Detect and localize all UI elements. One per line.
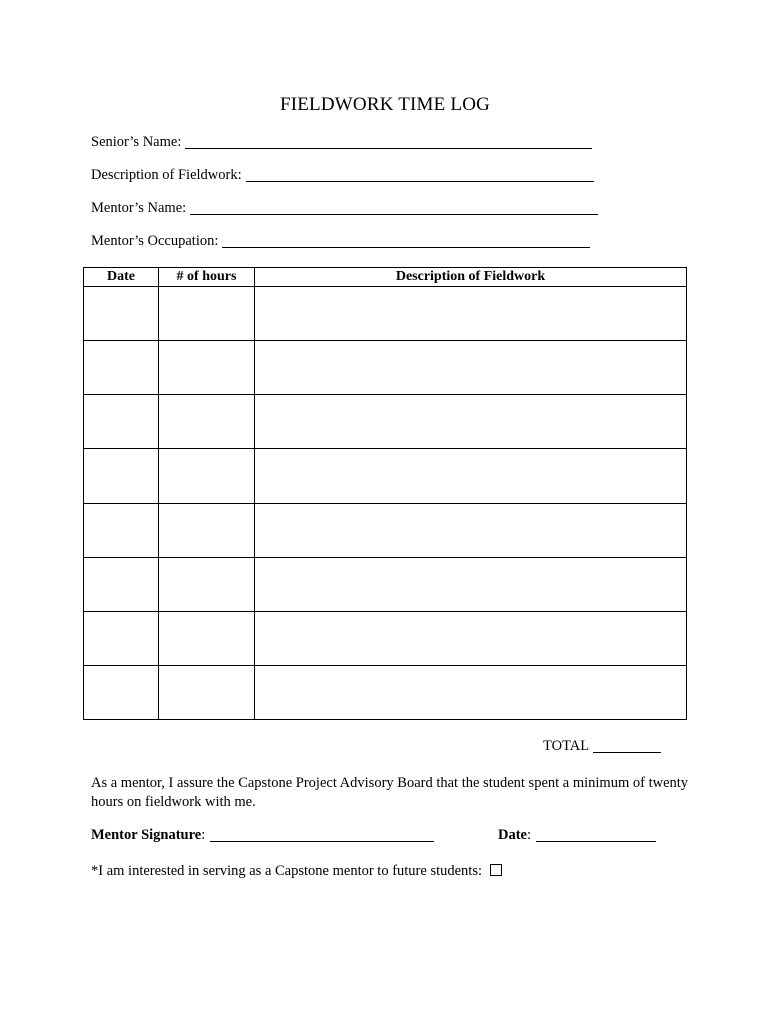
- hours-cell[interactable]: [159, 665, 255, 719]
- date-cell[interactable]: [84, 611, 159, 665]
- header-description: Description of Fieldwork: [255, 268, 687, 287]
- header-date: Date: [84, 268, 159, 287]
- fieldwork-description-row: [91, 167, 594, 184]
- fieldwork-description-field[interactable]: [246, 167, 594, 182]
- senior-name-field[interactable]: [185, 134, 592, 149]
- total-label: TOTAL: [543, 738, 590, 754]
- mentor-occupation-field[interactable]: [222, 233, 590, 248]
- mentor-signature-colon: :: [201, 827, 206, 843]
- date-cell[interactable]: [84, 557, 159, 611]
- mentor-name-label: Mentor’s Name:: [91, 200, 187, 216]
- header-hours: # of hours: [159, 268, 255, 287]
- mentor-signature-field[interactable]: [210, 827, 434, 842]
- hours-cell[interactable]: [159, 503, 255, 557]
- mentor-occupation-label: Mentor’s Occupation:: [91, 233, 219, 249]
- mentor-signature-label: Mentor Signature: [91, 827, 202, 843]
- hours-cell[interactable]: [159, 557, 255, 611]
- date-cell[interactable]: [84, 287, 159, 341]
- mentor-interest-checkbox[interactable]: [490, 864, 502, 876]
- total-row: [543, 738, 661, 755]
- date-cell[interactable]: [84, 341, 159, 395]
- description-cell[interactable]: [255, 449, 687, 503]
- description-cell[interactable]: [255, 665, 687, 719]
- description-cell[interactable]: [255, 503, 687, 557]
- description-cell[interactable]: [255, 557, 687, 611]
- fieldwork-log-table: [83, 267, 687, 720]
- mentor-name-field[interactable]: [190, 200, 598, 215]
- senior-name-label: Senior’s Name:: [91, 134, 182, 150]
- hours-cell[interactable]: [159, 611, 255, 665]
- date-cell[interactable]: [84, 503, 159, 557]
- signature-date-field[interactable]: [536, 827, 656, 842]
- mentor-occupation-row: [91, 233, 590, 250]
- hours-cell[interactable]: [159, 449, 255, 503]
- signature-date-row: [498, 827, 656, 844]
- senior-name-row: [91, 134, 592, 151]
- table-row: [84, 287, 687, 341]
- table-row: [84, 449, 687, 503]
- description-cell[interactable]: [255, 611, 687, 665]
- date-cell[interactable]: [84, 395, 159, 449]
- table-header-row: [84, 268, 687, 287]
- description-cell[interactable]: [255, 395, 687, 449]
- hours-cell[interactable]: [159, 287, 255, 341]
- signature-date-colon: :: [527, 827, 532, 843]
- date-cell[interactable]: [84, 449, 159, 503]
- date-cell[interactable]: [84, 665, 159, 719]
- table-row: [84, 503, 687, 557]
- table-row: [84, 341, 687, 395]
- description-cell[interactable]: [255, 341, 687, 395]
- mentor-interest-text: *I am interested in serving as a Capstone mentor to future students:: [91, 863, 483, 879]
- description-cell[interactable]: [255, 287, 687, 341]
- mentor-signature-row: [91, 827, 434, 844]
- signature-date-label: Date: [498, 827, 527, 843]
- total-field[interactable]: [593, 738, 661, 753]
- page-title: FIELDWORK TIME LOG: [279, 94, 491, 115]
- table-row: [84, 557, 687, 611]
- assurance-statement: As a mentor, I assure the Capstone Project Advisory Board that the student spent a minimum of twenty hours on fieldwork with me.: [91, 775, 689, 810]
- table-row: [84, 395, 687, 449]
- hours-cell[interactable]: [159, 341, 255, 395]
- table-row: [84, 665, 687, 719]
- mentor-name-row: [91, 200, 598, 217]
- fieldwork-description-label: Description of Fieldwork:: [91, 167, 242, 183]
- mentor-interest-row: [91, 863, 502, 880]
- table-body: [84, 287, 687, 720]
- table-row: [84, 611, 687, 665]
- hours-cell[interactable]: [159, 395, 255, 449]
